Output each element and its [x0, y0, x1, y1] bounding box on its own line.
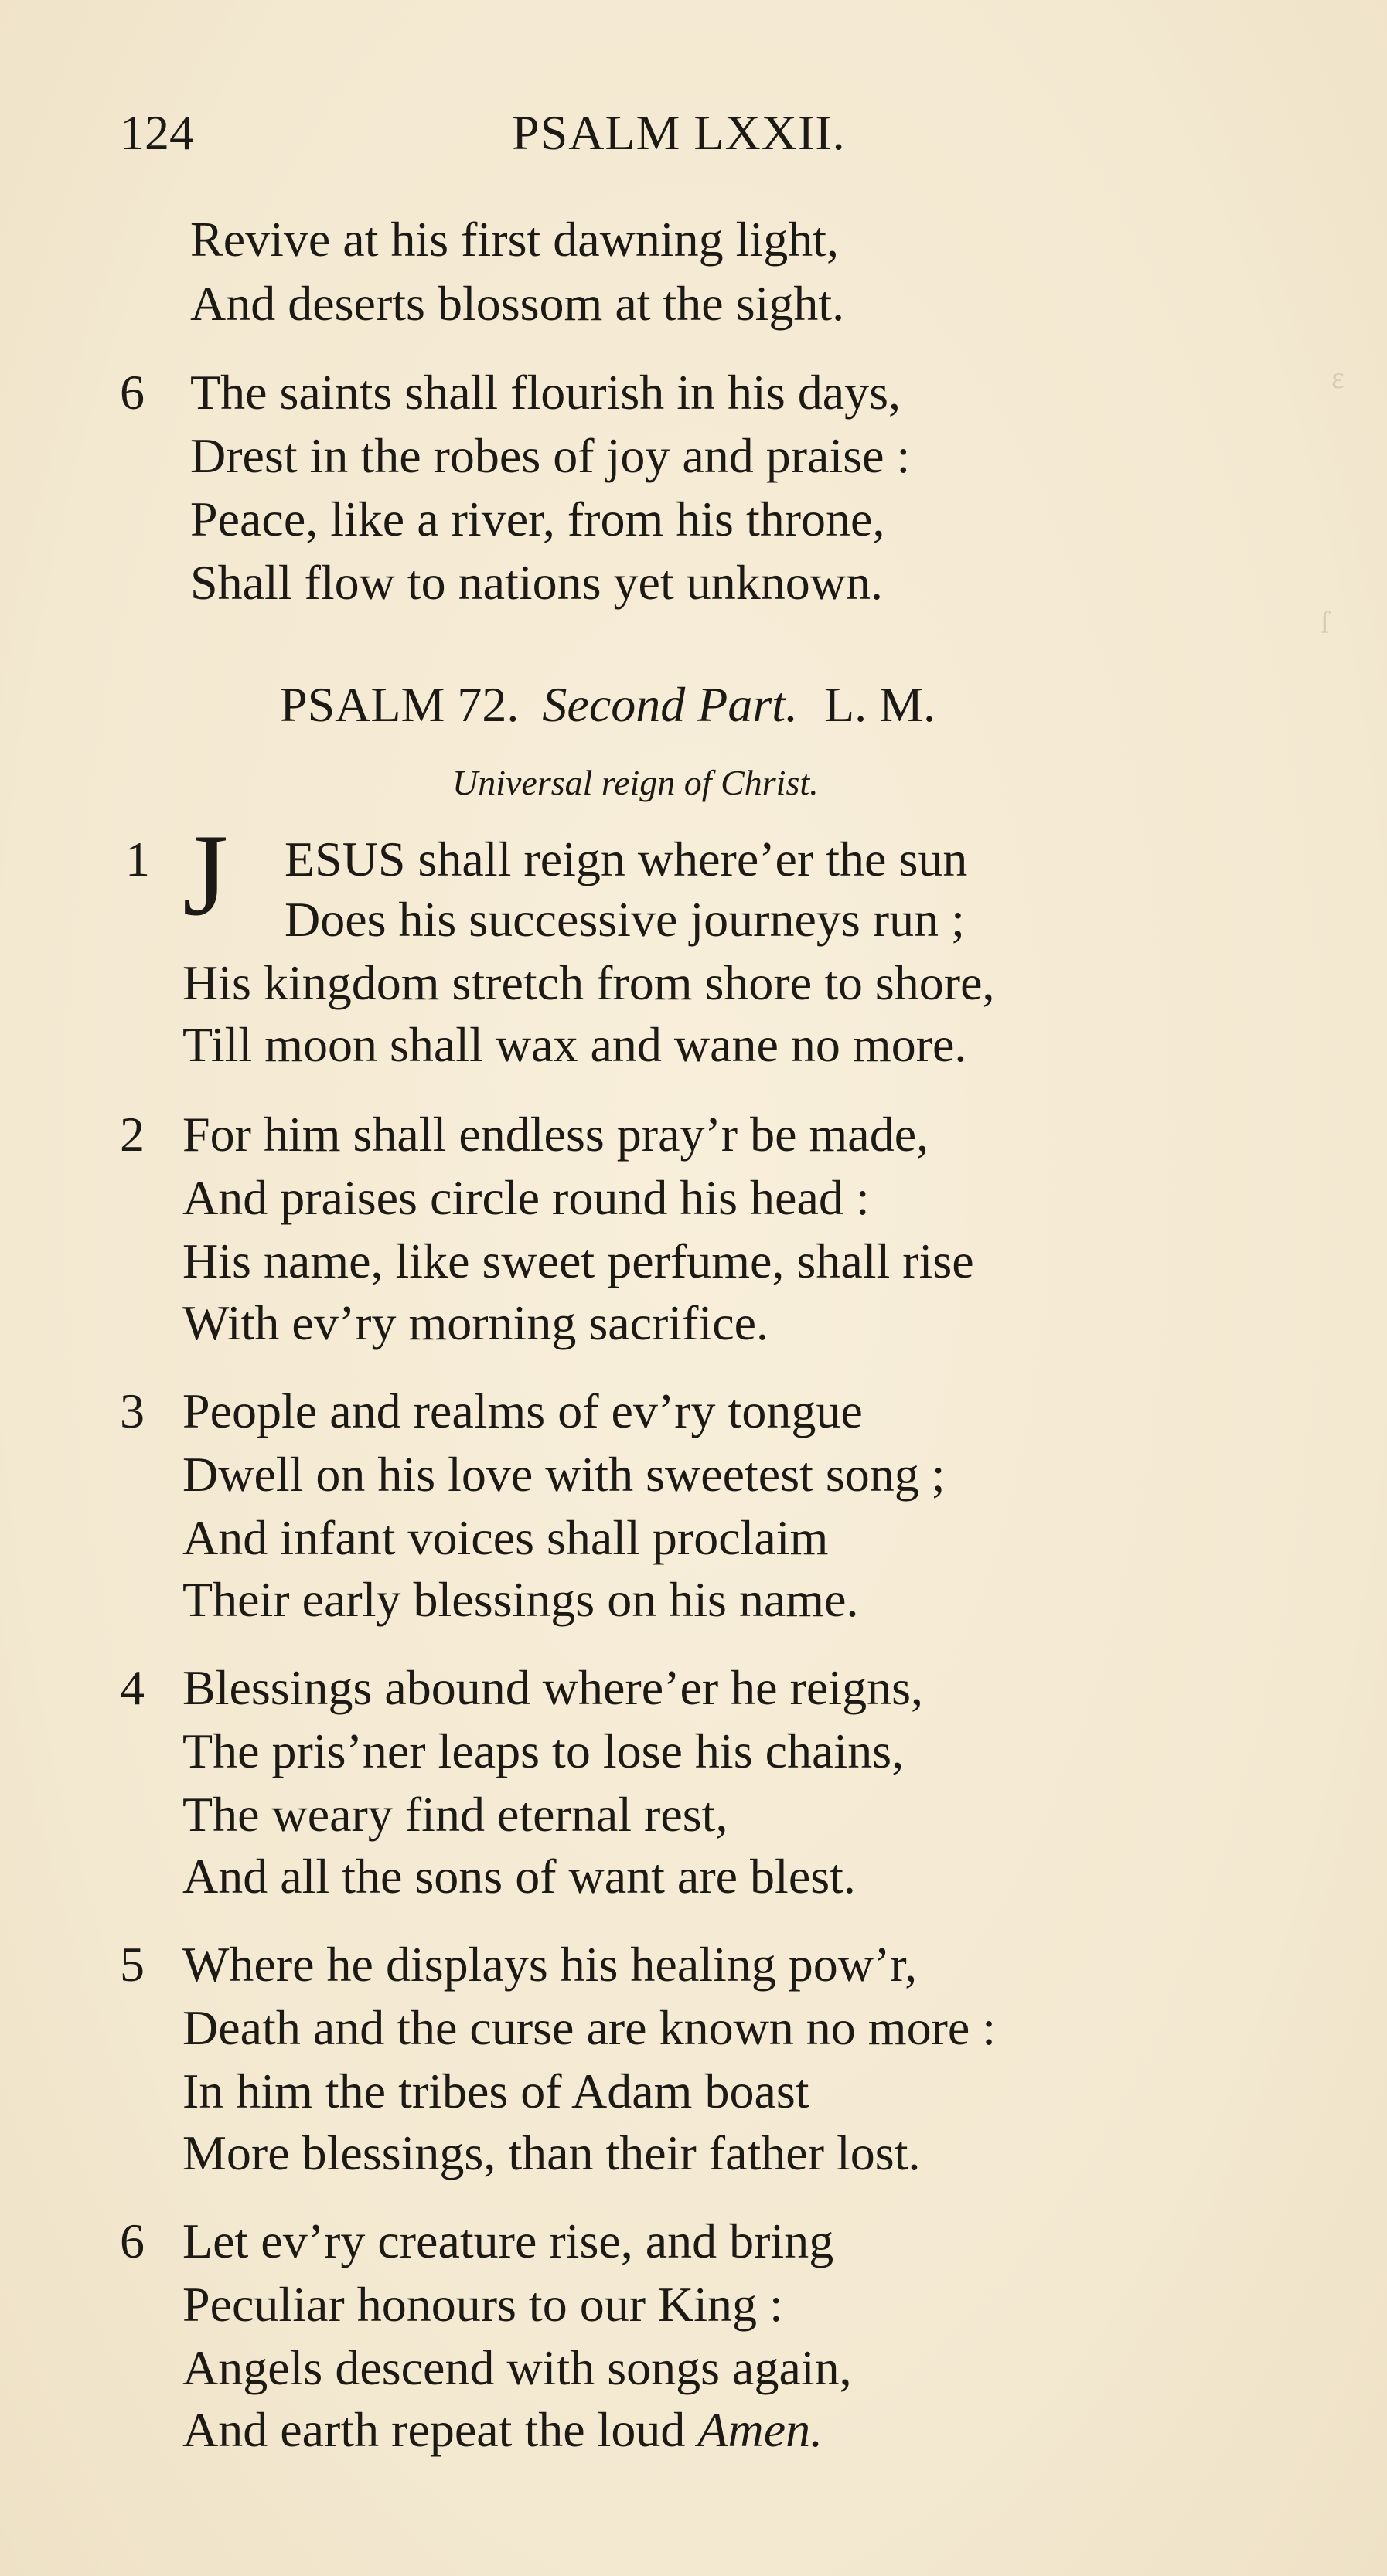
page-number: 124: [120, 105, 194, 160]
verse-line: The saints shall flourish in his days,: [190, 365, 901, 420]
bleed-through-mark: ſ: [1321, 605, 1330, 640]
amen-word: Amen.: [697, 2402, 823, 2457]
verse-line: The weary find eternal rest,: [182, 1787, 728, 1842]
verse-line: Drest in the robes of joy and praise :: [190, 428, 911, 483]
verse-line: Revive at his first dawning light,: [190, 212, 839, 267]
verse-line: The pris’ner leaps to lose his chains,: [182, 1724, 905, 1778]
verse-line: Till moon shall wax and wane no more.: [182, 1017, 967, 1072]
psalm-heading: [280, 677, 935, 732]
verse-line: [182, 2402, 823, 2457]
drop-cap: J: [182, 810, 229, 940]
verse-line: Peace, like a river, from his throne,: [190, 492, 885, 546]
verse-line: And all the sons of want are blest.: [182, 1849, 856, 1904]
verse-line: More blessings, than their father lost.: [182, 2125, 921, 2180]
verse-line: With ev’ry morning sacrifice.: [182, 1295, 769, 1350]
stanza-number: 4: [120, 1660, 145, 1715]
verse-line: Where he displays his healing pow’r,: [182, 1937, 918, 1992]
verse-line: ESUS shall reign where’er the sun: [285, 832, 968, 886]
verse-line: Let ev’ry creature rise, and bring: [182, 2214, 834, 2268]
verse-line: Shall flow to nations yet unknown.: [190, 555, 883, 610]
verse-line: People and realms of ev’ry tongue: [182, 1383, 863, 1438]
verse-line: Blessings abound where’er he reigns,: [182, 1660, 923, 1715]
stanza-number: 6: [120, 2214, 145, 2268]
verse-line: His name, like sweet perfume, shall rise: [182, 1234, 974, 1288]
bleed-through-mark: ε: [1331, 360, 1344, 395]
verse-line: Death and the curse are known no more :: [182, 2000, 997, 2055]
verse-line-text: And earth repeat the loud: [182, 2402, 698, 2457]
verse-line: Their early blessings on his name.: [182, 1572, 859, 1627]
verse-line: Dwell on his love with sweetest song ;: [182, 1447, 946, 1502]
psalm-number: PSALM 72.: [280, 677, 520, 732]
verse-line: In him the tribes of Adam boast: [182, 2064, 809, 2118]
verse-line: Angels descend with songs again,: [182, 2340, 852, 2395]
stanza-number: 6: [120, 365, 145, 420]
verse-line: And deserts blossom at the sight.: [190, 276, 845, 331]
verse-line: Peculiar honours to our King :: [182, 2277, 783, 2332]
stanza-number: 2: [120, 1107, 145, 1162]
stanza-number: 1: [125, 832, 150, 886]
stanza-number: 5: [120, 1937, 145, 1992]
verse-line: His kingdom stretch from shore to shore,: [182, 955, 995, 1010]
verse-line: For him shall endless pray’r be made,: [182, 1107, 929, 1162]
verse-line: Does his successive journeys run ;: [285, 892, 965, 947]
meter-label: L. M.: [824, 677, 935, 732]
verse-line: And infant voices shall proclaim: [182, 1510, 829, 1565]
verse-line: And praises circle round his head :: [182, 1170, 870, 1225]
running-head: PSALM LXXII.: [512, 105, 846, 160]
part-label: Second Part.: [542, 677, 798, 732]
stanza-number: 3: [120, 1383, 145, 1438]
psalm-subtitle: Universal reign of Christ.: [452, 763, 819, 802]
